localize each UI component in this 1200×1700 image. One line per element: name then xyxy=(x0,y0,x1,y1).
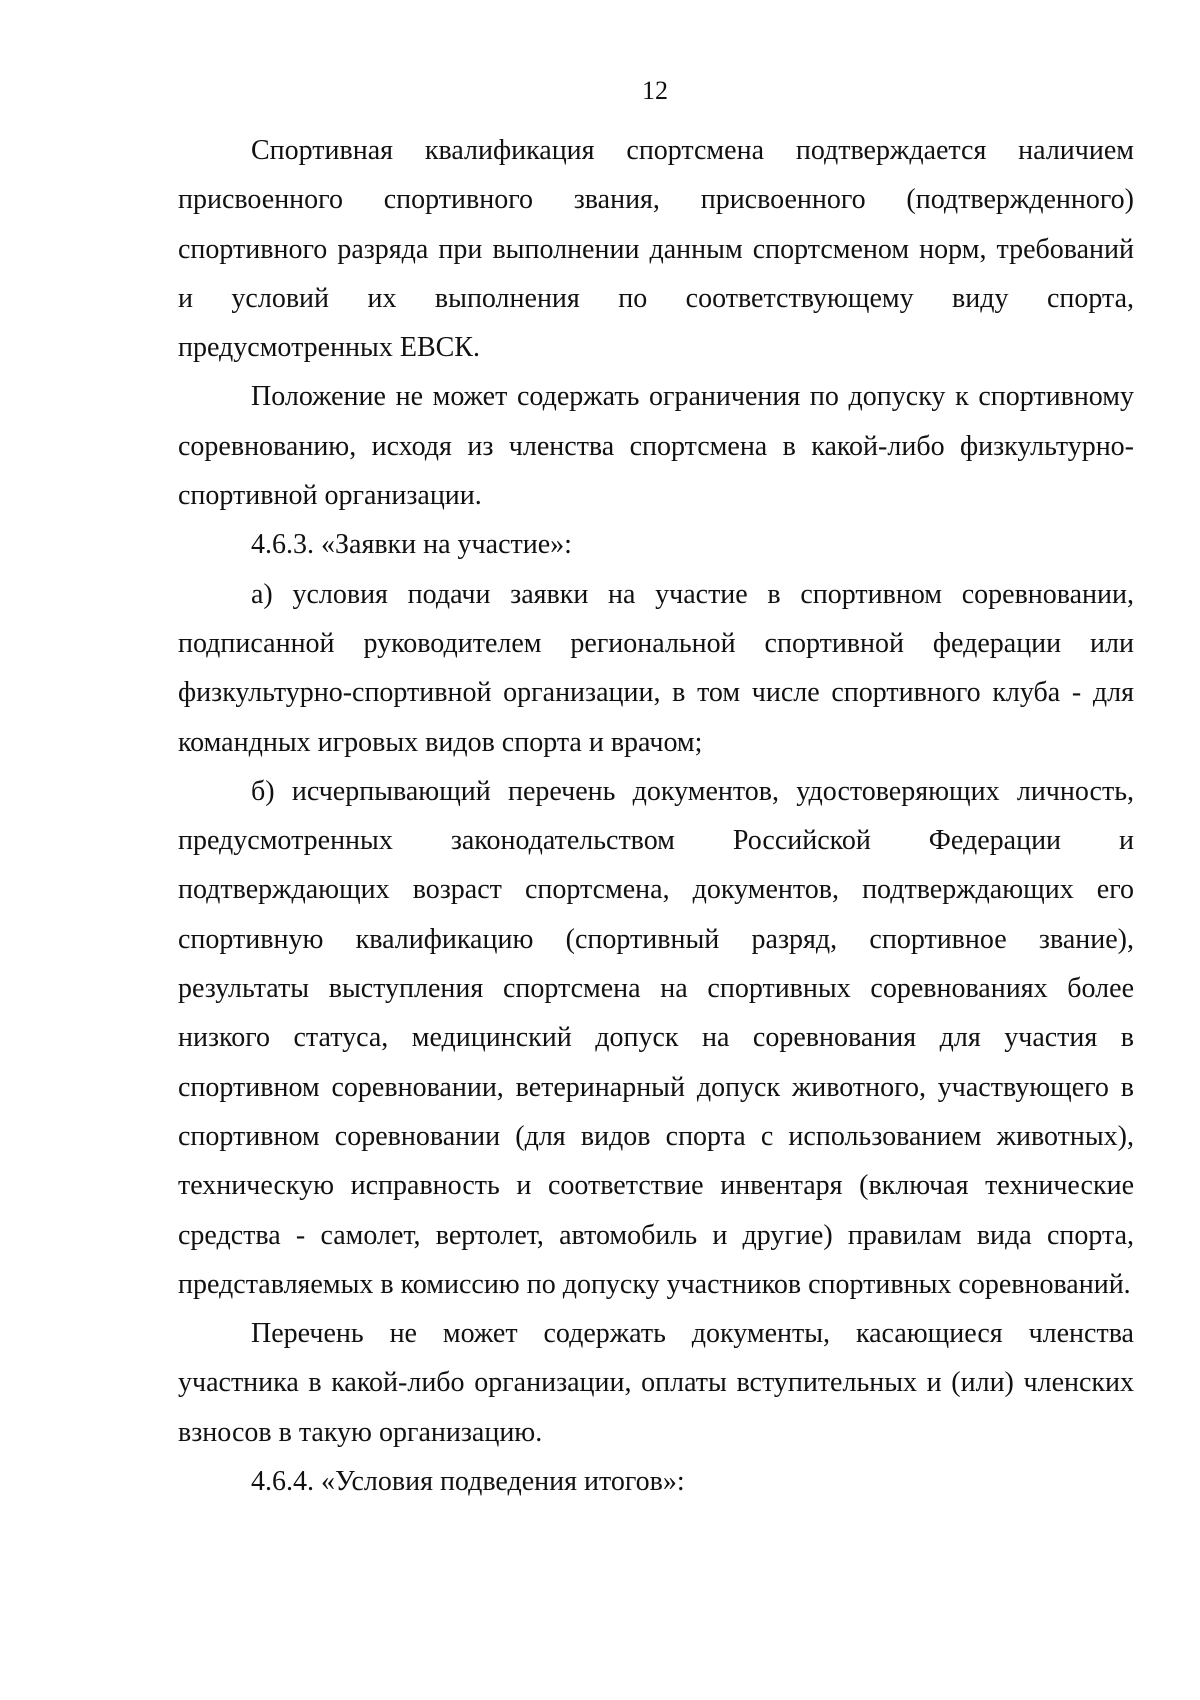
paragraph-admission-restriction: Положение не может содержать ограничения по допуску к спортивному соревнованию, исходя из членства спортсмена в какой-либо физкультурно-спортивной организации. xyxy=(178,381,1134,512)
list-item-a-application-conditions: а) условия подачи заявки на участие в спортивном соревновании, подписанной руководителем региональной спортивной федерации или физкультурно-спортивной организации, в том числе спортивного клуба - для командных игровых видов спорта и врачом; xyxy=(178,578,1134,758)
paragraph-sports-qualification: Спортивная квалификация спортсмена подтверждается наличием присвоенного спортивного звания, присвоенного (подтвержденного) спортивного разряда при выполнении данным спортсменом норм, требований и условий их выполнения по соответствующему виду спорта, предусмотренных ЕВСК. xyxy=(178,135,1134,364)
section-heading-4-6-3: 4.6.3. «Заявки на участие»: xyxy=(251,529,572,561)
paragraph-list-restriction: Перечень не может содержать документы, касающиеся членства участника в какой-либо организации, оплаты вступительных и (или) членских взносов в такую организацию. xyxy=(178,1318,1134,1448)
list-item-b-document-list: б) исчерпывающий перечень документов, удостоверяющих личность, предусмотренных законодательством Российской Федерации и подтверждающих возраст спортсмена, документов, подтверждающих его спортивную квалификацию (спортивный разряд, спортивное звание), результаты выступления спортсмена на спортивных соревнованиях более низкого статуса, медицинский допуск на соревнования для участия в спортивном соревновании, ветеринарный допуск животного, участвующего в спортивном соревновании (для видов спорта с использованием животных), техническую исправность и соответствие инвентаря (включая технические средства - самолет, вертолет, автомобиль и другие) правилам вида спорта, представляемых в комиссию по допуску участников спортивных соревнований. xyxy=(178,775,1134,1300)
section-heading-4-6-4: 4.6.4. «Условия подведения итогов»: xyxy=(251,1466,685,1498)
document-body xyxy=(178,126,1134,1506)
page-number: 12 xyxy=(642,76,668,105)
